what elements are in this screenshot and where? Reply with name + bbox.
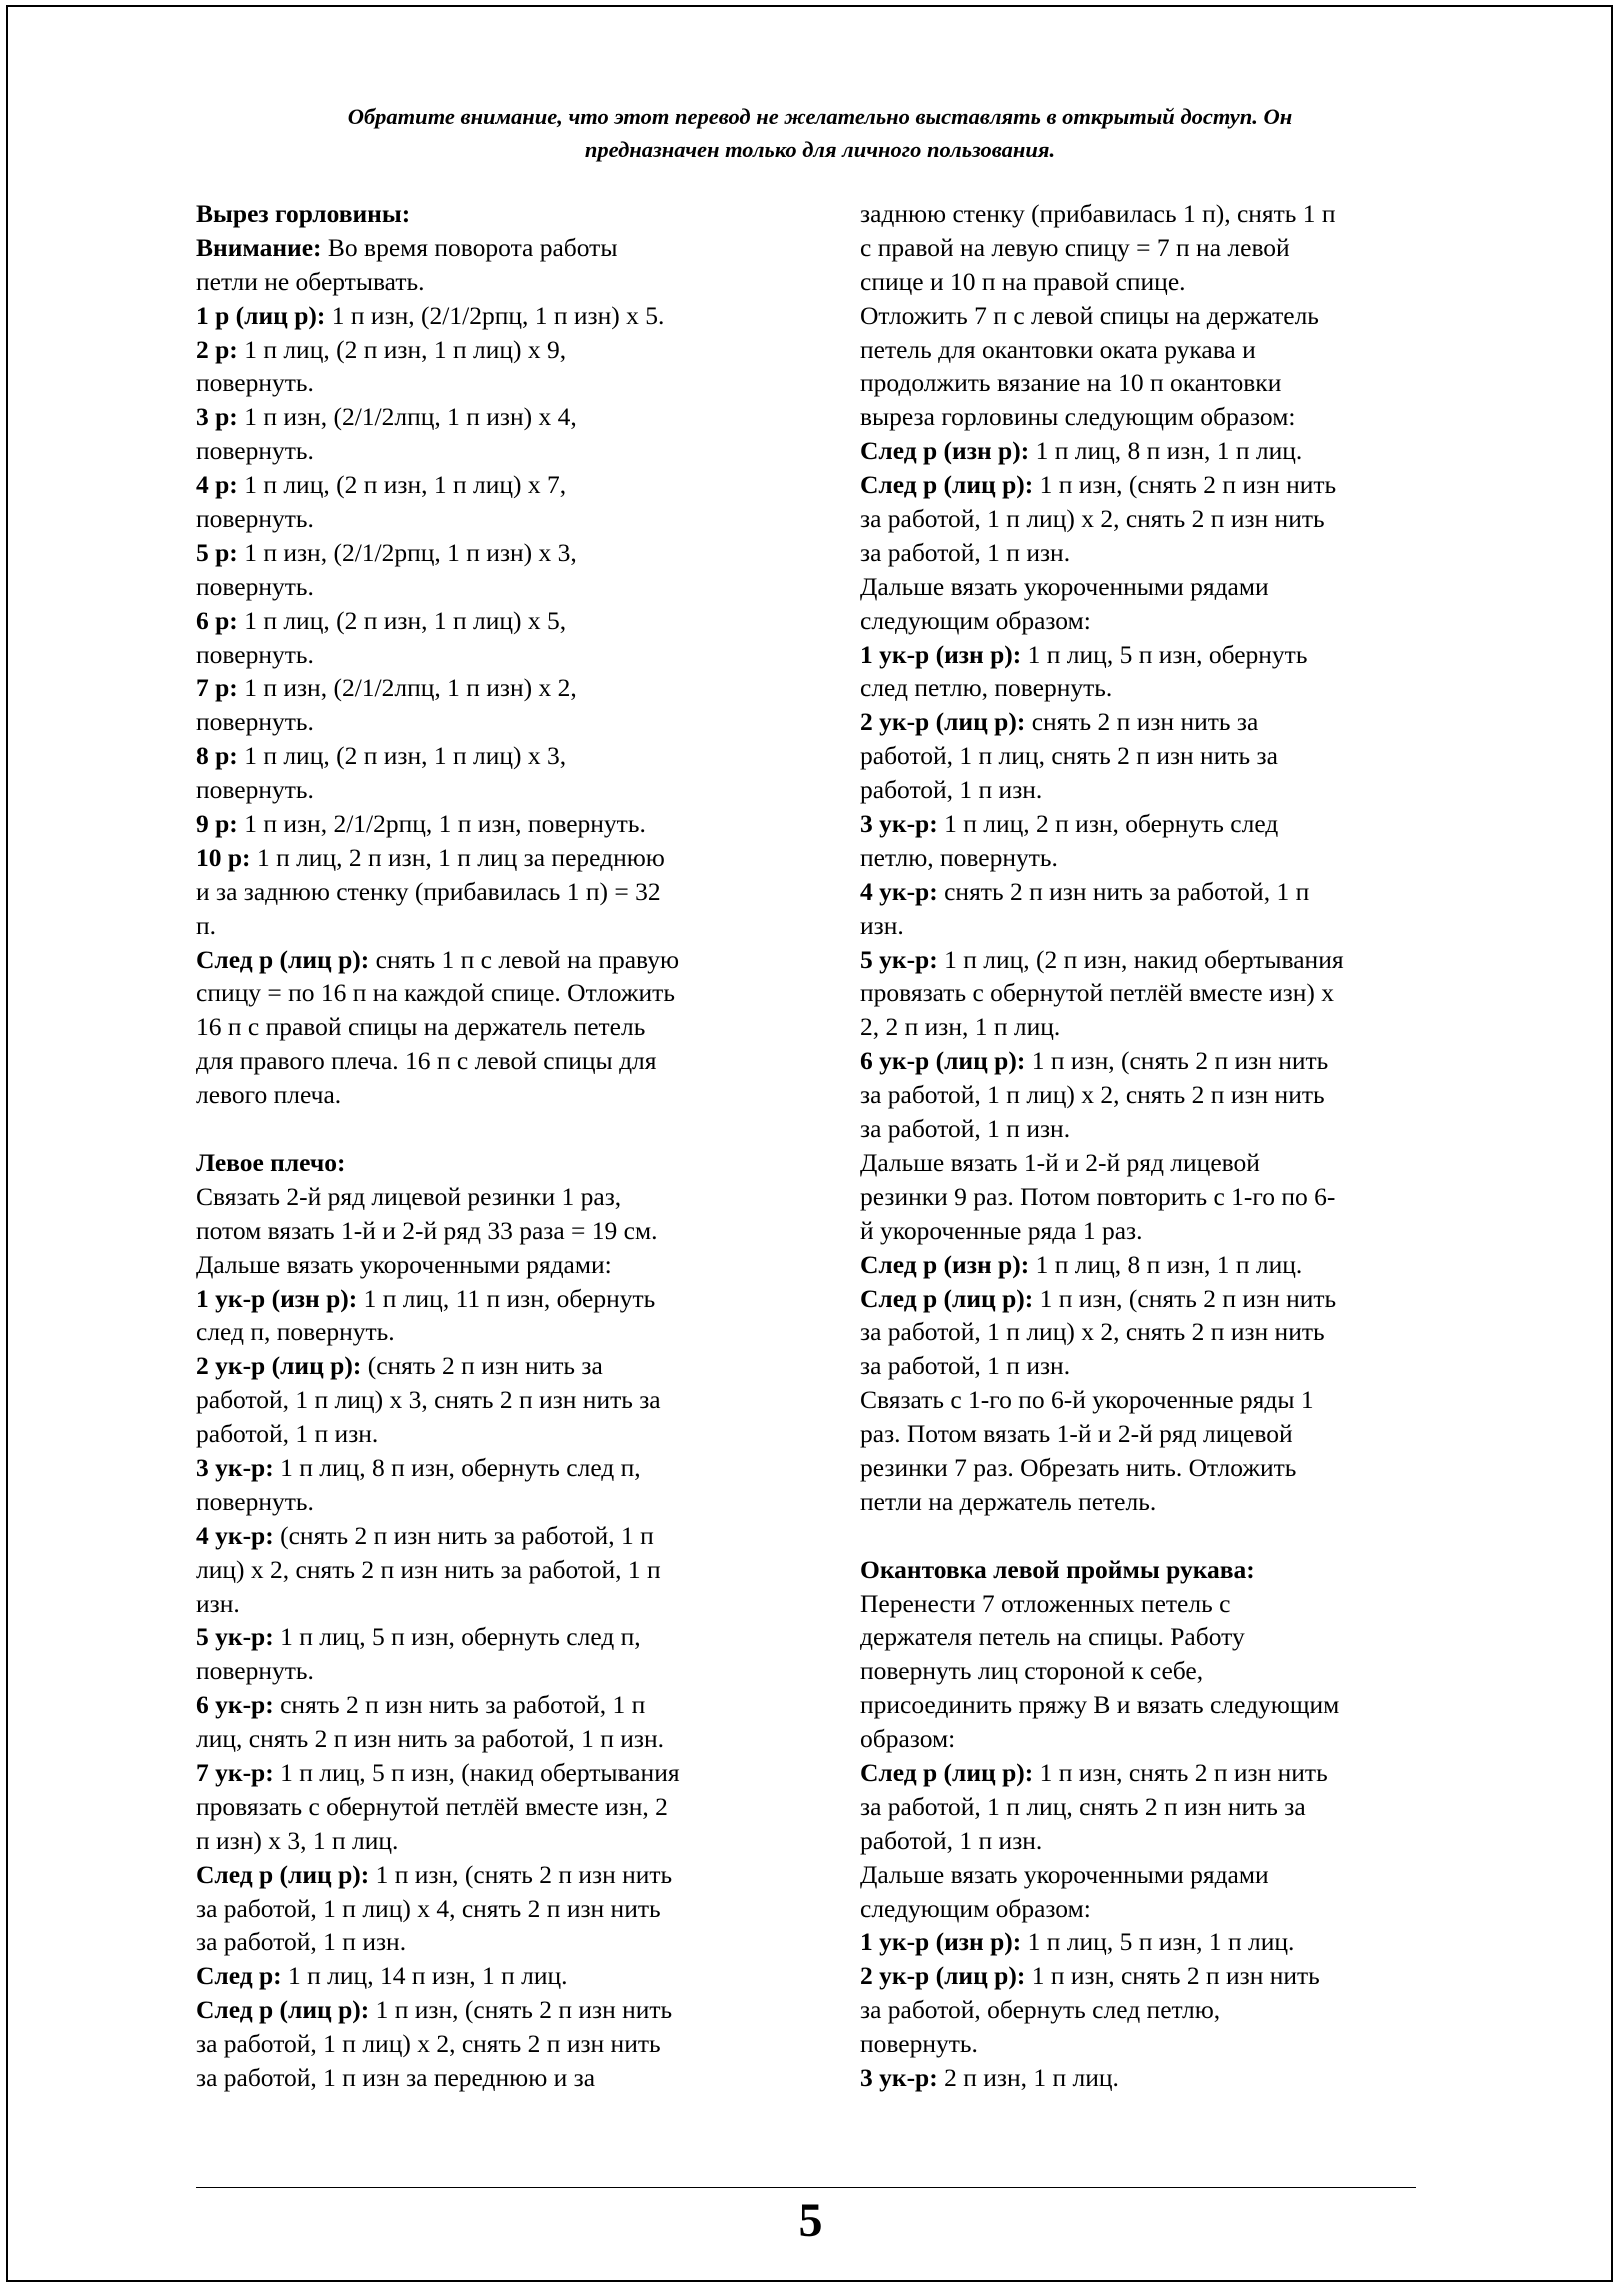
line-text: снять 2 п изн нить за — [1025, 707, 1259, 737]
text-line — [860, 1553, 1430, 1587]
text-line — [860, 1417, 1430, 1451]
line-text: 1 п лиц, 2 п изн, 1 п лиц за переднюю — [250, 842, 665, 872]
bold-label: След р: — [196, 1961, 282, 1991]
text-line — [860, 366, 1430, 400]
line-text: 2, 2 п изн, 1 п лиц. — [860, 1012, 1061, 1042]
bold-label: Внимание: — [196, 232, 322, 262]
text-line — [860, 1654, 1430, 1688]
line-text: за работой, 1 п изн за переднюю и за — [196, 2062, 596, 2092]
paragraph-gap — [860, 1519, 1430, 1553]
bold-label: Окантовка левой проймы рукава: — [860, 1554, 1255, 1584]
line-text: й укороченные ряда 1 раз. — [860, 1215, 1143, 1245]
notice-line: предназначен только для личного пользования. — [584, 137, 1056, 162]
text-line — [196, 265, 796, 299]
line-text: 1 п лиц, (2 п изн, 1 п лиц) х 5, — [237, 605, 567, 635]
line-text: заднюю стенку (прибавилась 1 п), снять 1 п — [860, 199, 1336, 228]
text-line — [196, 1654, 796, 1688]
line-text: 1 п лиц, (2 п изн, 1 п лиц) х 3, — [237, 741, 567, 771]
text-line — [196, 909, 796, 943]
line-text: образом: — [860, 1724, 956, 1754]
line-text: 1 п изн, (2/1/2лпц, 1 п изн) х 2, — [237, 673, 577, 703]
bold-label: След р (изн р): — [860, 1249, 1030, 1279]
text-line — [196, 638, 796, 672]
text-line — [860, 1722, 1430, 1756]
text-line — [860, 1315, 1430, 1349]
text-line — [196, 502, 796, 536]
text-line — [860, 434, 1430, 468]
footer-divider — [196, 2187, 1416, 2188]
text-line — [860, 2027, 1430, 2061]
text-line — [860, 943, 1430, 977]
text-line — [196, 1010, 796, 1044]
line-text: 1 п изн, снять 2 п изн нить — [1025, 1961, 1320, 1991]
line-text: потом вязать 1-й и 2-й ряд 33 раза = 19 см. — [196, 1215, 658, 1245]
line-text: п. — [196, 910, 217, 940]
line-text: продолжить вязание на 10 п окантовки — [860, 368, 1282, 398]
line-text: за работой, обернуть след петлю, — [860, 1995, 1221, 2025]
text-line — [196, 1756, 796, 1790]
text-line — [196, 976, 796, 1010]
text-line — [860, 1383, 1430, 1417]
text-line — [196, 1044, 796, 1078]
line-text: повернуть. — [196, 504, 314, 534]
line-text: за работой, 1 п лиц) х 2, снять 2 п изн нить — [860, 1317, 1325, 1347]
line-text: 2 п изн, 1 п лиц. — [937, 2062, 1119, 2092]
bold-label: След р (лиц р): — [196, 1859, 370, 1889]
text-line — [860, 231, 1430, 265]
line-text: 1 п изн, 2/1/2рпц, 1 п изн, повернуть. — [237, 809, 646, 839]
line-text: 1 п лиц, 5 п изн, обернуть — [1021, 639, 1308, 669]
line-text: присоединить пряжу В и вязать следующим — [860, 1690, 1340, 1720]
line-text: повернуть. — [196, 368, 314, 398]
text-line — [860, 1688, 1430, 1722]
text-line — [860, 671, 1430, 705]
line-text: 1 п лиц, 5 п изн, обернуть след п, — [273, 1622, 641, 1652]
text-line — [860, 705, 1430, 739]
line-text: 1 п лиц, 5 п изн, 1 п лиц. — [1021, 1927, 1295, 1957]
text-line — [196, 1282, 796, 1316]
text-line — [860, 1892, 1430, 1926]
text-line — [196, 1485, 796, 1519]
line-text: повернуть. — [196, 436, 314, 466]
line-text: резинки 9 раз. Потом повторить с 1-го по 6- — [860, 1181, 1336, 1211]
bold-label: 4 ук-р: — [196, 1520, 274, 1550]
line-text: 1 п лиц, 8 п изн, 1 п лиц. — [1029, 1249, 1303, 1279]
bold-label: 8 р: — [196, 741, 238, 771]
line-text: повернуть. — [196, 639, 314, 669]
line-text: изн. — [860, 910, 904, 940]
line-text: спице и 10 п на правой спице. — [860, 266, 1186, 296]
line-text: провязать с обернутой петлёй вместе изн, 2 — [196, 1791, 668, 1821]
text-line — [860, 1349, 1430, 1383]
bold-label: 6 ук-р: — [196, 1690, 274, 1720]
bold-label: 10 р: — [196, 842, 251, 872]
text-line — [196, 1078, 796, 1112]
text-line — [196, 1146, 796, 1180]
line-text: повернуть. — [196, 775, 314, 805]
line-text: снять 2 п изн нить за работой, 1 п — [273, 1690, 646, 1720]
text-line — [860, 1248, 1430, 1282]
text-line — [196, 1417, 796, 1451]
bold-label: 5 ук-р: — [196, 1622, 274, 1652]
line-text: за работой, 1 п изн. — [860, 1351, 1071, 1381]
line-text: 1 п изн, (снять 2 п изн нить — [369, 1859, 673, 1889]
text-line — [196, 1519, 796, 1553]
text-line — [860, 1620, 1430, 1654]
text-line — [196, 299, 796, 333]
line-text: повернуть. — [196, 1656, 314, 1686]
text-line — [860, 299, 1430, 333]
line-text: 1 п лиц, (2 п изн, накид обертывания — [937, 944, 1344, 974]
text-line — [196, 1451, 796, 1485]
line-text: за работой, 1 п лиц) х 2, снять 2 п изн нить — [860, 1080, 1325, 1110]
text-line — [196, 570, 796, 604]
line-text: держателя петель на спицы. Работу — [860, 1622, 1245, 1652]
text-line — [860, 1112, 1430, 1146]
text-line — [860, 773, 1430, 807]
line-text: петли не обертывать. — [196, 266, 425, 296]
text-line — [860, 400, 1430, 434]
bold-label: След р (лиц р): — [196, 944, 370, 974]
line-text: для правого плеча. 16 п с левой спицы для — [196, 1046, 657, 1076]
text-line — [196, 231, 796, 265]
line-text: Дальше вязать 1-й и 2-й ряд лицевой — [860, 1147, 1260, 1177]
text-line — [860, 333, 1430, 367]
text-line — [860, 2061, 1430, 2095]
text-line — [196, 2027, 796, 2061]
bold-label: 4 р: — [196, 470, 238, 500]
text-line — [196, 1959, 796, 1993]
line-text: лиц) х 2, снять 2 п изн нить за работой, 1 п — [196, 1554, 661, 1584]
text-line — [860, 1078, 1430, 1112]
text-line — [196, 434, 796, 468]
bold-label: 3 ук-р: — [860, 809, 938, 839]
line-text: выреза горловины следующим образом: — [860, 402, 1296, 432]
line-text: (снять 2 п изн нить за работой, 1 п — [273, 1520, 654, 1550]
text-line — [860, 1180, 1430, 1214]
bold-label: 5 ук-р: — [860, 944, 938, 974]
line-text: 1 п изн, снять 2 п изн нить — [1033, 1757, 1328, 1787]
line-text: за работой, 1 п лиц) х 2, снять 2 п изн нить — [860, 504, 1325, 534]
text-line — [860, 1485, 1430, 1519]
line-text: повернуть. — [196, 1486, 314, 1516]
text-line — [196, 604, 796, 638]
line-text: 1 п изн, (снять 2 п изн нить — [369, 1995, 673, 2025]
line-text: Дальше вязать укороченными рядами: — [196, 1249, 612, 1279]
text-line — [860, 976, 1430, 1010]
line-text: Отложить 7 п с левой спицы на держатель — [860, 300, 1319, 330]
bold-label: Вырез горловины: — [196, 199, 411, 228]
text-line — [196, 841, 796, 875]
bold-label: 3 ук-р: — [860, 2062, 938, 2092]
text-line — [860, 1925, 1430, 1959]
line-text: изн. — [196, 1588, 240, 1618]
line-text: 1 п изн, (снять 2 п изн нить — [1033, 1283, 1337, 1313]
line-text: за работой, 1 п изн. — [860, 537, 1071, 567]
line-text: 1 п лиц, 8 п изн, 1 п лиц. — [1029, 436, 1303, 466]
text-line — [196, 1688, 796, 1722]
text-line — [860, 1858, 1430, 1892]
text-line — [860, 875, 1430, 909]
bold-label: 1 ук-р (изн р): — [860, 639, 1022, 669]
line-text: петли на держатель петель. — [860, 1486, 1157, 1516]
bold-label: След р (лиц р): — [860, 1757, 1034, 1787]
line-text: следующим образом: — [860, 605, 1091, 635]
bold-label: 3 р: — [196, 402, 238, 432]
line-text: Дальше вязать укороченными рядами — [860, 1859, 1269, 1889]
line-text: 1 п лиц, 14 п изн, 1 п лиц. — [281, 1961, 568, 1991]
line-text: спицу = по 16 п на каждой спице. Отложить — [196, 978, 675, 1008]
line-text: снять 1 п с левой на правую — [369, 944, 680, 974]
line-text: повернуть лиц стороной к себе, — [860, 1656, 1204, 1686]
line-text: за работой, 1 п лиц) х 4, снять 2 п изн нить — [196, 1893, 661, 1923]
text-line — [860, 468, 1430, 502]
bold-label: 6 ук-р (лиц р): — [860, 1046, 1026, 1076]
text-line — [860, 1214, 1430, 1248]
text-line — [196, 705, 796, 739]
text-line — [860, 1756, 1430, 1790]
text-line — [196, 1553, 796, 1587]
line-text: работой, 1 п лиц) х 3, снять 2 п изн нить за — [196, 1385, 661, 1415]
line-text: за работой, 1 п изн. — [196, 1927, 407, 1957]
text-line — [196, 739, 796, 773]
text-line — [860, 739, 1430, 773]
bold-label: 9 р: — [196, 809, 238, 839]
line-text: (снять 2 п изн нить за — [361, 1351, 603, 1381]
text-line — [196, 400, 796, 434]
text-line — [196, 1383, 796, 1417]
line-text: след петлю, повернуть. — [860, 673, 1113, 703]
text-line — [196, 1925, 796, 1959]
bold-label: 2 ук-р (лиц р): — [860, 707, 1026, 737]
text-line — [860, 909, 1430, 943]
bold-label: Левое плечо: — [196, 1147, 346, 1177]
line-text: 16 п с правой спицы на держатель петель — [196, 1012, 646, 1042]
text-line — [196, 197, 796, 231]
line-text: с правой на левую спицу = 7 п на левой — [860, 232, 1290, 262]
line-text: Связать с 1-го по 6-й укороченные ряды 1 — [860, 1385, 1314, 1415]
bold-label: След р (изн р): — [860, 436, 1030, 466]
text-line — [860, 502, 1430, 536]
text-line — [860, 265, 1430, 299]
text-line — [860, 638, 1430, 672]
text-line — [196, 1180, 796, 1214]
line-text: 1 п лиц, (2 п изн, 1 п лиц) х 7, — [237, 470, 567, 500]
text-line — [860, 197, 1430, 231]
bold-label: 1 ук-р (изн р): — [196, 1283, 358, 1313]
text-line — [860, 1587, 1430, 1621]
text-line — [860, 1993, 1430, 2027]
text-line — [196, 536, 796, 570]
line-text: 1 п изн, (2/1/2рпц, 1 п изн) х 3, — [237, 537, 577, 567]
line-text: 1 п изн, (снять 2 п изн нить — [1025, 1046, 1329, 1076]
text-line — [196, 1349, 796, 1383]
line-text: за работой, 1 п лиц, снять 2 п изн нить за — [860, 1791, 1306, 1821]
line-text: работой, 1 п лиц, снять 2 п изн нить за — [860, 741, 1278, 771]
bold-label: След р (лиц р): — [860, 470, 1034, 500]
text-line — [196, 333, 796, 367]
right-column — [860, 197, 1430, 2095]
line-text: работой, 1 п изн. — [860, 1825, 1043, 1855]
text-line — [860, 1790, 1430, 1824]
text-line — [860, 570, 1430, 604]
bold-label: След р (лиц р): — [196, 1995, 370, 2025]
line-text: левого плеча. — [196, 1080, 342, 1110]
line-text: резинки 7 раз. Обрезать нить. Отложить — [860, 1452, 1297, 1482]
line-text: 1 п лиц, 11 п изн, обернуть — [357, 1283, 656, 1313]
text-line — [860, 841, 1430, 875]
text-line — [196, 943, 796, 977]
line-text: провязать с обернутой петлёй вместе изн) х — [860, 978, 1334, 1008]
line-text: повернуть. — [196, 571, 314, 601]
line-text: повернуть. — [860, 2029, 978, 2059]
line-text: снять 2 п изн нить за работой, 1 п — [937, 876, 1310, 906]
text-line — [196, 875, 796, 909]
text-line — [196, 1620, 796, 1654]
line-text: за работой, 1 п изн. — [860, 1114, 1071, 1144]
line-text: работой, 1 п изн. — [196, 1419, 379, 1449]
bold-label: 6 р: — [196, 605, 238, 635]
bold-label: 7 р: — [196, 673, 238, 703]
line-text: работой, 1 п изн. — [860, 775, 1043, 805]
text-line — [196, 1248, 796, 1282]
line-text: лиц, снять 2 п изн нить за работой, 1 п изн. — [196, 1724, 665, 1754]
line-text: раз. Потом вязать 1-й и 2-й ряд лицевой — [860, 1419, 1293, 1449]
text-line — [196, 366, 796, 400]
text-line — [196, 2061, 796, 2095]
bold-label: След р (лиц р): — [860, 1283, 1034, 1313]
text-line — [196, 1587, 796, 1621]
line-text: 1 п изн, (снять 2 п изн нить — [1033, 470, 1337, 500]
text-line — [860, 1959, 1430, 1993]
text-line — [196, 1315, 796, 1349]
text-line — [860, 1824, 1430, 1858]
text-line — [196, 468, 796, 502]
bold-label: 1 р (лиц р): — [196, 300, 326, 330]
text-line — [196, 807, 796, 841]
notice-line: Обратите внимание, что этот перевод не желательно выставлять в открытый доступ. Он — [347, 104, 1293, 129]
text-line — [196, 773, 796, 807]
line-text: повернуть. — [196, 707, 314, 737]
text-line — [860, 1010, 1430, 1044]
text-line — [860, 1451, 1430, 1485]
bold-label: 2 ук-р (лиц р): — [196, 1351, 362, 1381]
page-number: 5 — [798, 2194, 823, 2247]
line-text: следующим образом: — [860, 1893, 1091, 1923]
text-line — [860, 1146, 1430, 1180]
text-line — [860, 1044, 1430, 1078]
line-text: Перенести 7 отложенных петель с — [860, 1588, 1231, 1618]
text-line — [860, 536, 1430, 570]
line-text: Дальше вязать укороченными рядами — [860, 571, 1269, 601]
text-line — [196, 1214, 796, 1248]
bold-label: 2 ук-р (лиц р): — [860, 1961, 1026, 1991]
text-line — [196, 1722, 796, 1756]
line-text: и за заднюю стенку (прибавилась 1 п) = 32 — [196, 876, 661, 906]
bold-label: 5 р: — [196, 537, 238, 567]
text-line — [196, 671, 796, 705]
line-text: 1 п лиц, 8 п изн, обернуть след п, — [273, 1452, 641, 1482]
bold-label: 4 ук-р: — [860, 876, 938, 906]
line-text: за работой, 1 п лиц) х 2, снять 2 п изн нить — [196, 2029, 661, 2059]
bold-label: 2 р: — [196, 334, 238, 364]
translation-notice — [180, 100, 1460, 166]
line-text: 1 п лиц, (2 п изн, 1 п лиц) х 9, — [237, 334, 567, 364]
line-text: 1 п лиц, 5 п изн, (накид обертывания — [273, 1757, 680, 1787]
text-line — [860, 1282, 1430, 1316]
line-text: 1 п лиц, 2 п изн, обернуть след — [937, 809, 1279, 839]
line-text: 1 п изн, (2/1/2лпц, 1 п изн) х 4, — [237, 402, 577, 432]
text-line — [196, 1824, 796, 1858]
text-line — [196, 1993, 796, 2027]
line-text: Во время поворота работы — [321, 232, 618, 262]
line-text: п изн) х 3, 1 п лиц. — [196, 1825, 399, 1855]
left-column — [196, 197, 796, 2095]
text-line — [860, 807, 1430, 841]
line-text: петель для окантовки оката рукава и — [860, 334, 1256, 364]
text-line — [196, 1858, 796, 1892]
bold-label: 3 ук-р: — [196, 1452, 274, 1482]
text-line — [196, 1892, 796, 1926]
bold-label: 1 ук-р (изн р): — [860, 1927, 1022, 1957]
line-text: след п, повернуть. — [196, 1317, 395, 1347]
text-line — [860, 604, 1430, 638]
line-text: Связать 2-й ряд лицевой резинки 1 раз, — [196, 1181, 622, 1211]
bold-label: 7 ук-р: — [196, 1757, 274, 1787]
text-line — [196, 1790, 796, 1824]
paragraph-gap — [196, 1112, 796, 1146]
line-text: петлю, повернуть. — [860, 842, 1058, 872]
line-text: 1 п изн, (2/1/2рпц, 1 п изн) х 5. — [325, 300, 665, 330]
